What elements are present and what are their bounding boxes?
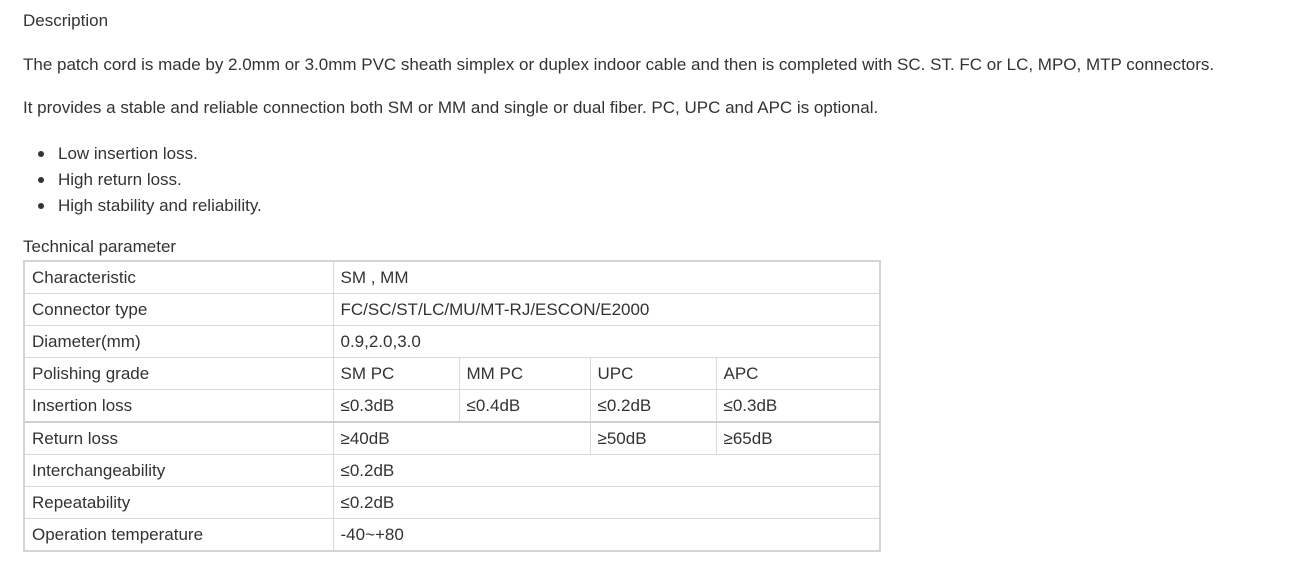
technical-parameter-heading: Technical parameter: [23, 237, 177, 256]
table-row: [24, 358, 880, 390]
param-label: Operation temperature: [24, 519, 333, 552]
feature-item: [23, 141, 262, 167]
param-value: ≤0.4dB: [459, 390, 590, 423]
feature-item: [23, 167, 262, 193]
table-row: [24, 261, 880, 294]
table-row: [24, 519, 880, 552]
table-row: [24, 455, 880, 487]
param-value: MM PC: [459, 358, 590, 390]
description-paragraph-1: The patch cord is made by 2.0mm or 3.0mm PVC sheath simplex or duplex indoor cable and then is completed with SC. ST. FC or LC, MPO, MTP connectors.: [23, 55, 1215, 74]
param-value: FC/SC/ST/LC/MU/MT-RJ/ESCON/E2000: [333, 294, 880, 326]
technical-parameter-table: [23, 260, 881, 552]
param-value: APC: [716, 358, 880, 390]
param-value: ≤0.2dB: [333, 487, 880, 519]
param-label: Diameter(mm): [24, 326, 333, 358]
param-value: SM PC: [333, 358, 459, 390]
param-label: Return loss: [24, 422, 333, 455]
param-value: ≤0.2dB: [590, 390, 716, 423]
bullet-icon: [38, 151, 44, 157]
description-heading: Description: [23, 11, 109, 30]
description-paragraph-2: It provides a stable and reliable connection both SM or MM and single or dual fiber. PC, UPC and APC is optional.: [23, 98, 879, 117]
feature-item: [23, 193, 262, 219]
bullet-icon: [38, 203, 44, 209]
param-value: ≥50dB: [590, 422, 716, 455]
param-value: UPC: [590, 358, 716, 390]
feature-text: High return loss.: [58, 170, 182, 189]
table-row: [24, 487, 880, 519]
feature-list: [23, 141, 262, 219]
param-value: -40~+80: [333, 519, 880, 552]
param-label: Polishing grade: [24, 358, 333, 390]
param-label: Characteristic: [24, 261, 333, 294]
param-label: Repeatability: [24, 487, 333, 519]
param-label: Connector type: [24, 294, 333, 326]
feature-text: High stability and reliability.: [58, 196, 262, 215]
bullet-icon: [38, 177, 44, 183]
table-row: [24, 326, 880, 358]
param-value: ≥40dB: [333, 422, 590, 455]
param-value: ≤0.3dB: [716, 390, 880, 423]
param-value: SM , MM: [333, 261, 880, 294]
feature-text: Low insertion loss.: [58, 144, 198, 163]
param-value: ≤0.3dB: [333, 390, 459, 423]
table-row: [24, 422, 880, 455]
param-label: Insertion loss: [24, 390, 333, 423]
param-value: ≤0.2dB: [333, 455, 880, 487]
table-row: [24, 294, 880, 326]
table-row: [24, 390, 880, 423]
param-label: Interchangeability: [24, 455, 333, 487]
param-value: ≥65dB: [716, 422, 880, 455]
param-value: 0.9,2.0,3.0: [333, 326, 880, 358]
